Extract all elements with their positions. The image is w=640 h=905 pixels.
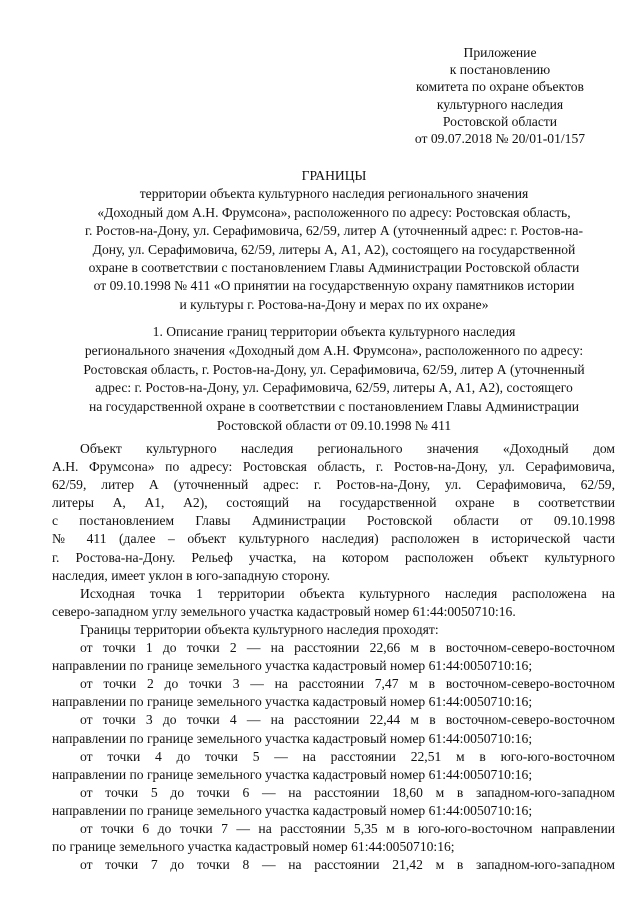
title-line: от 09.10.1998 № 411 «О принятии на государственную охрану памятников истории (93, 278, 575, 294)
body-line: направлении по границе земельного участка кадастровый номер 61:44:0050710:16; (52, 766, 533, 782)
body-line: по границе земельного участка кадастровый номер 61:44:0050710:16; (52, 839, 455, 855)
body-text (52, 440, 615, 874)
body-line: направлении по границе земельного участка кадастровый номер 61:44:0050710:16; (52, 730, 533, 746)
body-line: от точки 7 до точки 8 — на расстоянии 21,42 м в западном-юго-западном (80, 857, 615, 873)
document-heading: ГРАНИЦЫ (301, 168, 367, 183)
body-line: от точки 2 до точки 3 — на расстоянии 7,47 м в восточном-северо-восточном (80, 676, 615, 692)
body-line: 62/59, литер А (уточненный адрес: г. Ростов-на-Дону, ул. Серафимовича, 62/59, (52, 477, 615, 493)
body-line: направлении по границе земельного участка кадастровый номер 61:44:0050710:16; (52, 658, 533, 674)
title-line: и культуры г. Ростова-на-Дону и мерах по их охране» (179, 296, 489, 312)
body-line: северо-западном углу земельного участка кадастровый номер 61:44:0050710:16. (52, 603, 516, 619)
approval-stamp-block (380, 44, 620, 147)
title-line: «Доходный дом А.Н. Фрумсона», расположенного по адресу: Ростовская область, (97, 204, 571, 220)
section-line: Ростовской области от 09.10.1998 № 411 (216, 417, 452, 433)
approval-line: культурного наследия (436, 96, 564, 112)
body-line: от точки 5 до точки 6 — на расстоянии 18,60 м в западном-юго-западном (80, 784, 615, 800)
body-line: от точки 1 до точки 2 — на расстоянии 22,66 м в восточном-северо-восточном (80, 640, 615, 656)
body-line: от точки 4 до точки 5 — на расстоянии 22,51 м в юго-юго-восточном (80, 748, 615, 764)
section-line: на государственной охране в соответствии с постановлением Главы Администрации (88, 399, 580, 415)
section-heading-block (48, 323, 620, 436)
body-line: наследия, имеет уклон в юго-западную сторону. (52, 567, 331, 583)
title-line: Дону, ул. Серафимовича, 62/59, литеры А, А1, А2), состоящего на государственной (92, 241, 576, 257)
body-line: от точки 3 до точки 4 — на расстоянии 22,44 м в восточном-северо-восточном (80, 712, 615, 728)
body-line: направлении по границе земельного участка кадастровый номер 61:44:0050710:16; (52, 802, 533, 818)
body-line: литеры А, А1, А2), состоящий на государственной охране в соответствии (52, 495, 615, 511)
title-line: территории объекта культурного наследия регионального значения (139, 186, 529, 202)
approval-line: к постановлению (449, 62, 551, 78)
title-line: охране в соответствии с постановлением Главы Администрации Ростовской области (88, 260, 580, 276)
body-line: от точки 6 до точки 7 — на расстоянии 5,35 м в юго-юго-восточном направлении (80, 820, 615, 836)
section-line: Ростовская область, г. Ростов-на-Дону, ул. Серафимовича, 62/59, литер А (уточненный (83, 361, 585, 377)
approval-line: Ростовской области (442, 113, 558, 129)
title-line: г. Ростов-на-Дону, ул. Серафимовича, 62/59, литер А (уточненный адрес: г. Ростов-на- (85, 223, 583, 239)
body-line: А.Н. Фрумсона» по адресу: Ростовская область, г. Ростов-на-Дону, ул. Серафимовича, (52, 459, 615, 475)
section-line: регионального значения «Доходный дом А.Н. Фрумсона», расположенного по адресу: (84, 342, 584, 358)
approval-line: Приложение (463, 45, 537, 60)
body-line: с постановлением Главы Администрации Ростовской области от 09.10.1998 (52, 513, 615, 529)
body-line: направлении по границе земельного участка кадастровый номер 61:44:0050710:16; (52, 694, 533, 710)
body-line: г. Ростова-на-Дону. Рельеф участка, на котором расположен объект культурного (52, 549, 615, 565)
section-line: адрес: г. Ростов-на-Дону, ул. Серафимовича, 62/59, литеры А, А1, А2), состоящего (95, 380, 573, 396)
section-line: 1. Описание границ территории объекта культурного наследия (152, 324, 516, 339)
approval-line: от 09.07.2018 № 20/01-01/157 (414, 131, 586, 147)
document-title-block (48, 167, 620, 314)
body-line: Границы территории объекта культурного наследия проходят: (80, 621, 439, 637)
approval-line: комитета по охране объектов (416, 79, 584, 95)
body-line: Исходная точка 1 территории объекта культурного наследия расположена на (80, 585, 615, 601)
body-line: № 411 (далее – объект культурного наследия) расположен в исторической части (52, 531, 615, 547)
body-line: Объект культурного наследия регионального значения «Доходный дом (80, 441, 615, 456)
